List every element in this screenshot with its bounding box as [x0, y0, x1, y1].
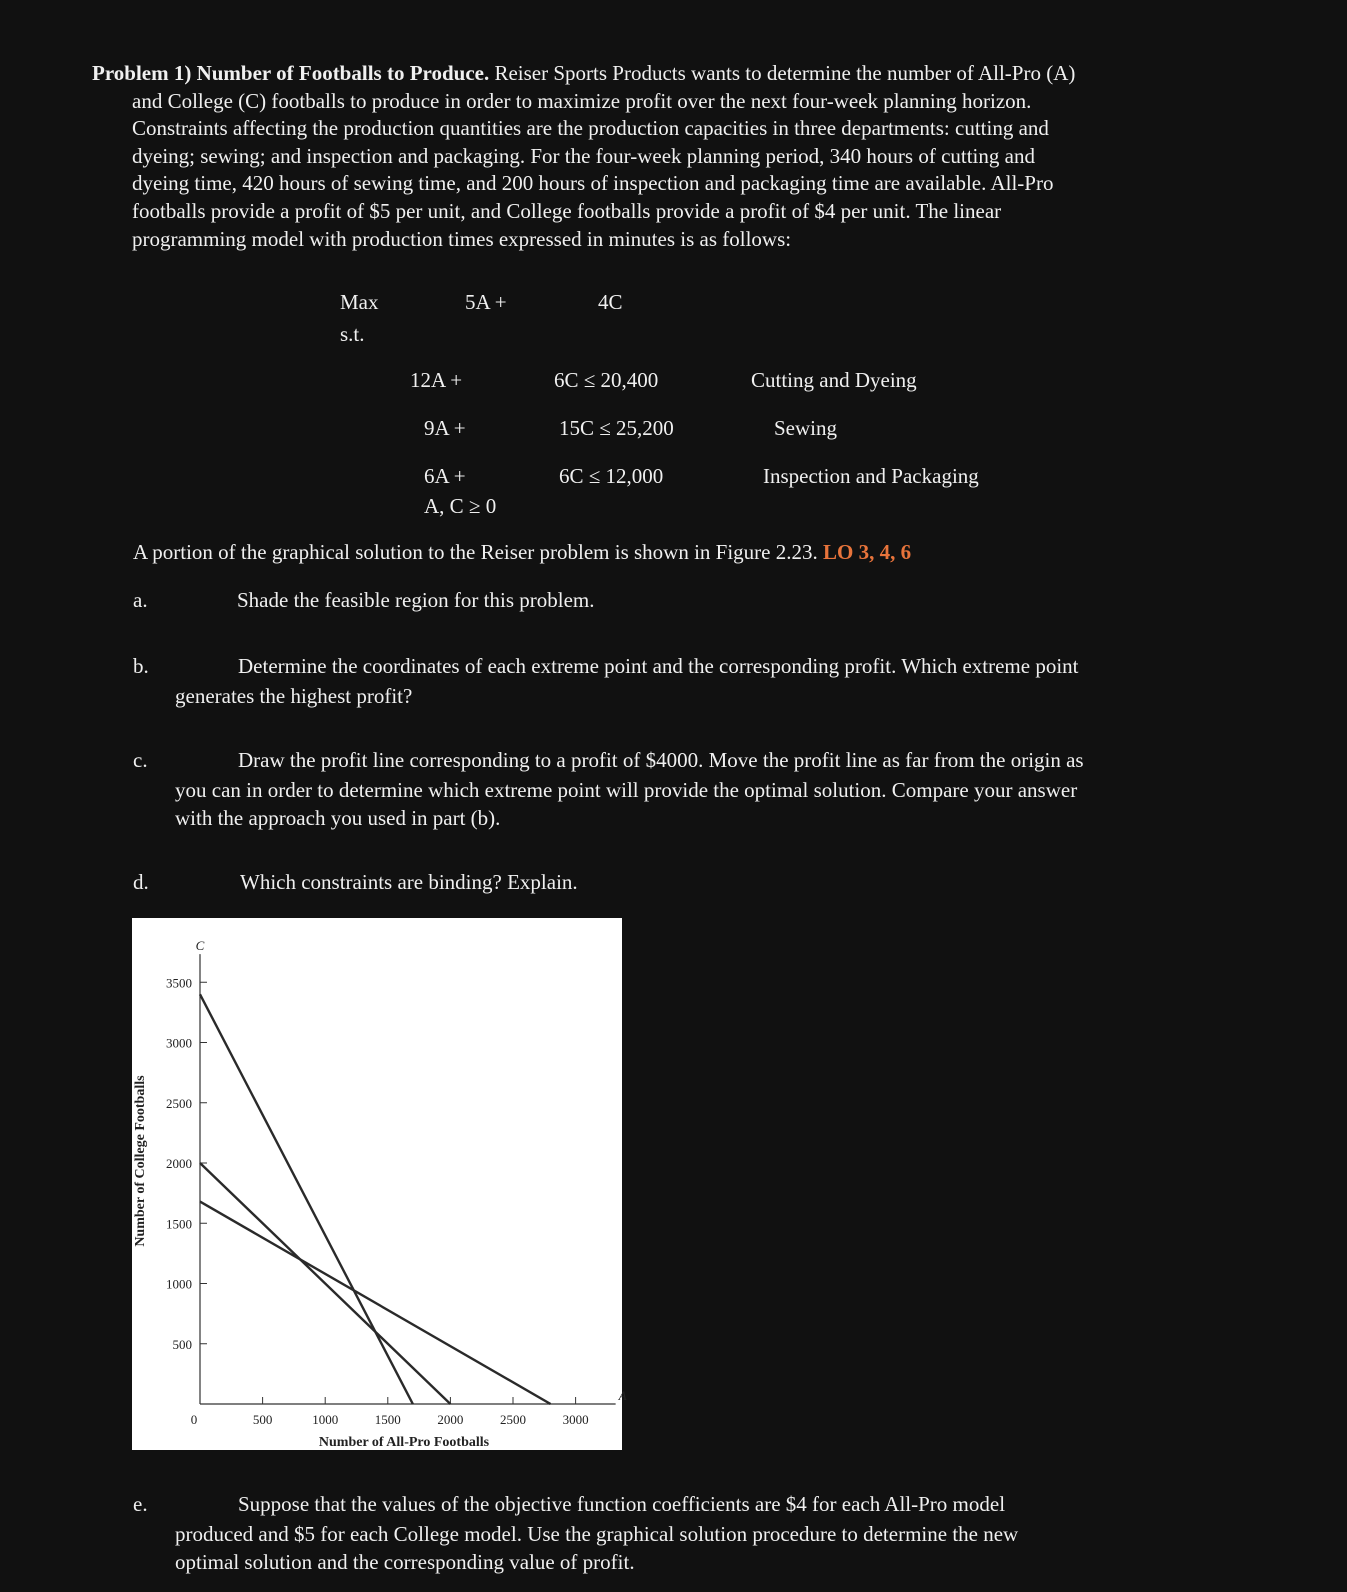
y-axis-title: Number of College Footballs: [133, 1075, 148, 1247]
question-e-label: e.: [133, 1492, 148, 1516]
y-tick-label-1000: 1000: [166, 1276, 192, 1292]
question-d-text: Which constraints are binding? Explain.: [240, 870, 578, 894]
question-b-text-1: Determine the coordinates of each extreme point and the corresponding profit. Which extreme point: [238, 654, 1079, 678]
y-tick-label-1500: 1500: [166, 1216, 192, 1232]
problem-line-6: footballs provide a profit of $5 per unit, and College footballs provide a profit of $4 per unit. The linear: [132, 198, 1002, 223]
y-axis-letter: C: [195, 938, 205, 954]
question-a-label: a.: [133, 588, 148, 612]
constraint-1-a: 12A +: [410, 368, 463, 392]
cutting-and-dyeing-constraint-line: [200, 994, 413, 1404]
constraint-1-name: Cutting and Dyeing: [751, 368, 917, 392]
constraint-2-c: 15C ≤ 25,200: [559, 416, 674, 440]
portion-sentence: [133, 540, 911, 565]
question-c-text-2: you can in order to determine which extreme point will provide the optimal solution. Compare your answer: [175, 778, 1078, 802]
constraint-3-name: Inspection and Packaging: [763, 464, 979, 488]
constraint-2-name: Sewing: [774, 416, 837, 440]
constraint-3-c: 6C ≤ 12,000: [559, 464, 664, 488]
x-tick-label-500: 500: [252, 1412, 273, 1427]
constraint-1-c: 6C ≤ 20,400: [554, 368, 659, 392]
question-e-text-2: produced and $5 for each College model. Use the graphical solution procedure to determine the new: [175, 1522, 1019, 1546]
objective-c-term: 4C: [598, 290, 623, 314]
problem-line-2: and College (C) footballs to produce in order to maximize profit over the next four-week planning horizon.: [132, 88, 1032, 113]
problem-line-3: Constraints affecting the production quantities are the production capacities in three departments: cutting and: [132, 116, 1049, 141]
nonnegativity: A, C ≥ 0: [424, 494, 497, 518]
sewing-constraint-line: [200, 1202, 551, 1404]
st-label: s.t.: [340, 322, 365, 346]
question-c-text-3: with the approach you used in part (b).: [175, 806, 501, 830]
question-e-text-1: Suppose that the values of the objective function coefficients are $4 for each All-Pro model: [238, 1492, 1006, 1516]
x-tick-label-1000: 1000: [312, 1412, 339, 1427]
y-tick-label-3000: 3000: [166, 1035, 192, 1051]
question-c-text-1: Draw the profit line corresponding to a profit of $4000. Move the profit line as far from the origin as: [238, 748, 1084, 772]
question-c-label: c.: [133, 748, 148, 772]
constraint-3-a: 6A +: [424, 464, 466, 488]
figure-2-23: [132, 918, 627, 1450]
problem-paragraph: [92, 60, 1272, 253]
objective-a-term: 5A +: [465, 290, 507, 314]
max-label: Max: [340, 290, 379, 314]
constraint-2-a: 9A +: [424, 416, 466, 440]
x-tick-label-2500: 2500: [500, 1412, 526, 1427]
question-b-text-2: generates the highest profit?: [175, 684, 413, 708]
y-tick-label-2500: 2500: [166, 1095, 192, 1111]
problem-line-5: dyeing time, 420 hours of sewing time, and 200 hours of inspection and packaging time are available. All-Pro: [132, 171, 1054, 196]
x-axis-letter: A: [618, 1388, 627, 1403]
x-tick-label-1500: 1500: [374, 1412, 401, 1427]
inspection-and-packaging-constraint-line: [200, 1163, 450, 1404]
problem-line-1: Reiser Sports Products wants to determine the number of All-Pro (A): [489, 61, 1076, 85]
y-tick-label-2000: 2000: [166, 1156, 192, 1171]
portion-text: A portion of the graphical solution to the Reiser problem is shown in Figure 2.23.: [133, 540, 818, 564]
graphical-solution-chart: [132, 918, 627, 1450]
y-tick-label-3500: 3500: [166, 975, 192, 991]
x-axis-title: Number of All-Pro Footballs: [318, 1435, 490, 1450]
question-e-text-3: optimal solution and the corresponding value of profit.: [175, 1550, 635, 1574]
problem-line-7: programming model with production times expressed in minutes is as follows:: [132, 226, 792, 251]
question-a-text: Shade the feasible region for this problem.: [237, 588, 595, 612]
problem-heading: Problem 1) Number of Footballs to Produce.: [92, 61, 490, 85]
x-tick-label-3000: 3000: [562, 1412, 589, 1427]
question-d-label: d.: [133, 870, 149, 894]
question-b-label: b.: [133, 654, 149, 678]
y-tick-label-500: 500: [172, 1336, 192, 1352]
lo-reference: LO 3, 4, 6: [823, 540, 912, 564]
x-tick-label-0: 0: [190, 1412, 198, 1427]
problem-line-4: dyeing; sewing; and inspection and packaging. For the four-week planning period, 340 hours of cutting and: [132, 143, 1035, 168]
x-tick-label-2000: 2000: [437, 1412, 464, 1427]
